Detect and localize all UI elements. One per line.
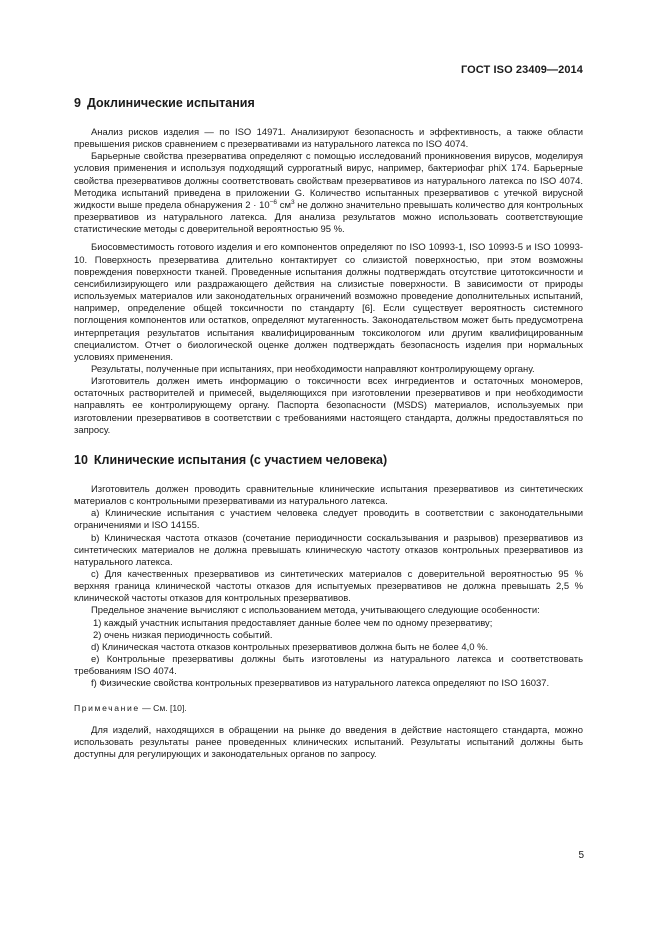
page-number: 5	[578, 850, 584, 861]
unit: см	[277, 199, 291, 211]
s9-paragraph-1: Анализ рисков изделия — по ISO 14971. Анализируют безопасность и эффективность, а также области превышения рисков сравнением с презервативами из натурального латекса по ISO 4074.	[74, 127, 583, 151]
s10-item-a: а) Клинические испытания с участием человека следует проводить в соответствии с законодательными ограничениями и ISO 14155.	[74, 508, 583, 532]
note-text: — См. [10].	[139, 702, 187, 713]
s10-item-f: f) Физические свойства контрольных презервативов из натурального латекса определяют по ISO 16037.	[91, 678, 550, 690]
s10-item-c: с) Для качественных презервативов из синтетических материалов с доверительной вероятностью 95 % верхняя граница клинической частоты отказов для испытуемых презервативов не должна превышать 2,5 % клинической частоты отказов для контрольных презервативов.	[74, 569, 583, 605]
s10-item-d: d) Клиническая частота отказов контрольных презервативов должна быть не более 4,0 %.	[91, 641, 489, 653]
note-label: Примечание	[74, 702, 140, 713]
section-10-heading	[74, 453, 583, 468]
page-content	[74, 90, 583, 761]
section-10-title: Клинические испытания (с участием человека)	[93, 452, 388, 467]
section-9-number: 9	[74, 96, 81, 110]
section-9-title: Доклинические испытания	[86, 96, 255, 110]
s9-paragraph-4: Результаты, полученные при испытаниях, при необходимости направляют контролирующему органу.	[91, 363, 535, 375]
s10-intro: Изготовитель должен проводить сравнительные клинические испытания презервативов из синтетических материалов с контрольными презервативами из натурального латекса.	[74, 483, 583, 508]
s9-paragraph-5: Изготовитель должен иметь информацию о токсичности всех ингредиентов и остаточных мономеров, остаточных растворителей и примесей, выделяющихся при изготовлении презервативов и при необходимости направлять ее контролирующему органу. Паспорта безопасности (MSDS) материалов, используемых при изготовлении презервативов в соответствии с требованиями настоящего стандарта, должны предоставляться по запросу.	[74, 376, 583, 436]
exponent: −6	[269, 198, 277, 206]
s9-paragraph-2-tail: не должно значительно превышать количество для контрольных презервативов из натурального латекса. Для анализа результатов можно использовать соответствующие статистические методы с доверительной вероятностью 95 %.	[74, 199, 583, 236]
s9-paragraph-2	[74, 151, 583, 236]
unit-exponent: 3	[290, 198, 295, 206]
s10-subitem-2: 2) очень низкая периодичность событий.	[93, 629, 273, 641]
document-code-header: ГОСТ ISO 23409—2014	[460, 64, 583, 76]
section-10-number: 10	[74, 452, 88, 467]
s10-item-b: b) Клиническая частота отказов (сочетание периодичности соскальзывания и разрывов) презервативов из синтетических материалов не должна превышать клиническую частоту отказов контрольных презервативов из натурального латекса.	[74, 532, 583, 568]
s9-paragraph-3: Биосовместимость готового изделия и его компонентов определяют по ISO 10993-1, ISO 10993-5 и ISO 10993-10. Поверхность презерватива длительно контактирует со слизистой поверхностью, при этом возможны повреждения поверхности тканей. Проведенные испытания должны подтверждать отсутствие цитотоксичности и сенсибилизирующего или раздражающего действия на слизистые поверхности. В зависимости от природы используемых материалов или законодательных ограничений возможно проведение дополнительных испытаний, например, определение общей токсичности по стандарту [6]. Если существует вероятность системного поглощения компонентов или остатков, определяют мутагенность. Законодательством может быть предусмотрена интерпретация результатов испытания квалифицированным токсикологом или другим квалифицированным специалистом. Отчет о биологической оценке должен подтверждать безопасность изделия при нормальных условиях применения.	[74, 242, 583, 363]
s10-closing: Для изделий, находящихся в обращении на рынке до введения в действие настоящего стандарта, можно использовать результаты ранее проведенных клинических испытаний. Результаты испытаний должны быть доступны для регулирующих и законодательных органов по запросу.	[74, 724, 583, 761]
s10-item-e: е) Контрольные презервативы должны быть изготовлены из натурального латекса и соответствовать требованиям ISO 4074.	[74, 654, 583, 678]
section-9-heading	[74, 96, 583, 111]
s10-limit-text: Предельное значение вычисляют с использованием метода, учитывающего следующие особенности:	[91, 605, 540, 617]
s9-paragraph-2-text: Барьерные свойства презерватива определяют с помощью исследований проникновения вирусов, моделируя условия применения и используя подходящий суррогатный вирус, например, бактериофаг phiX 174. Барьерные свойства презервативов должны соответствовать свойствам презервативов из натурального латекса по ISO 4074. Методика испытаний приведена в приложении G. Количество испытанных презервативов с утечкой вирусной жидкости выше предела обнаружения 2 · 10	[74, 151, 583, 211]
note	[74, 702, 583, 714]
s10-subitem-1: 1) каждый участник испытания предоставляет данные более чем по одному презервативу;	[93, 617, 493, 629]
